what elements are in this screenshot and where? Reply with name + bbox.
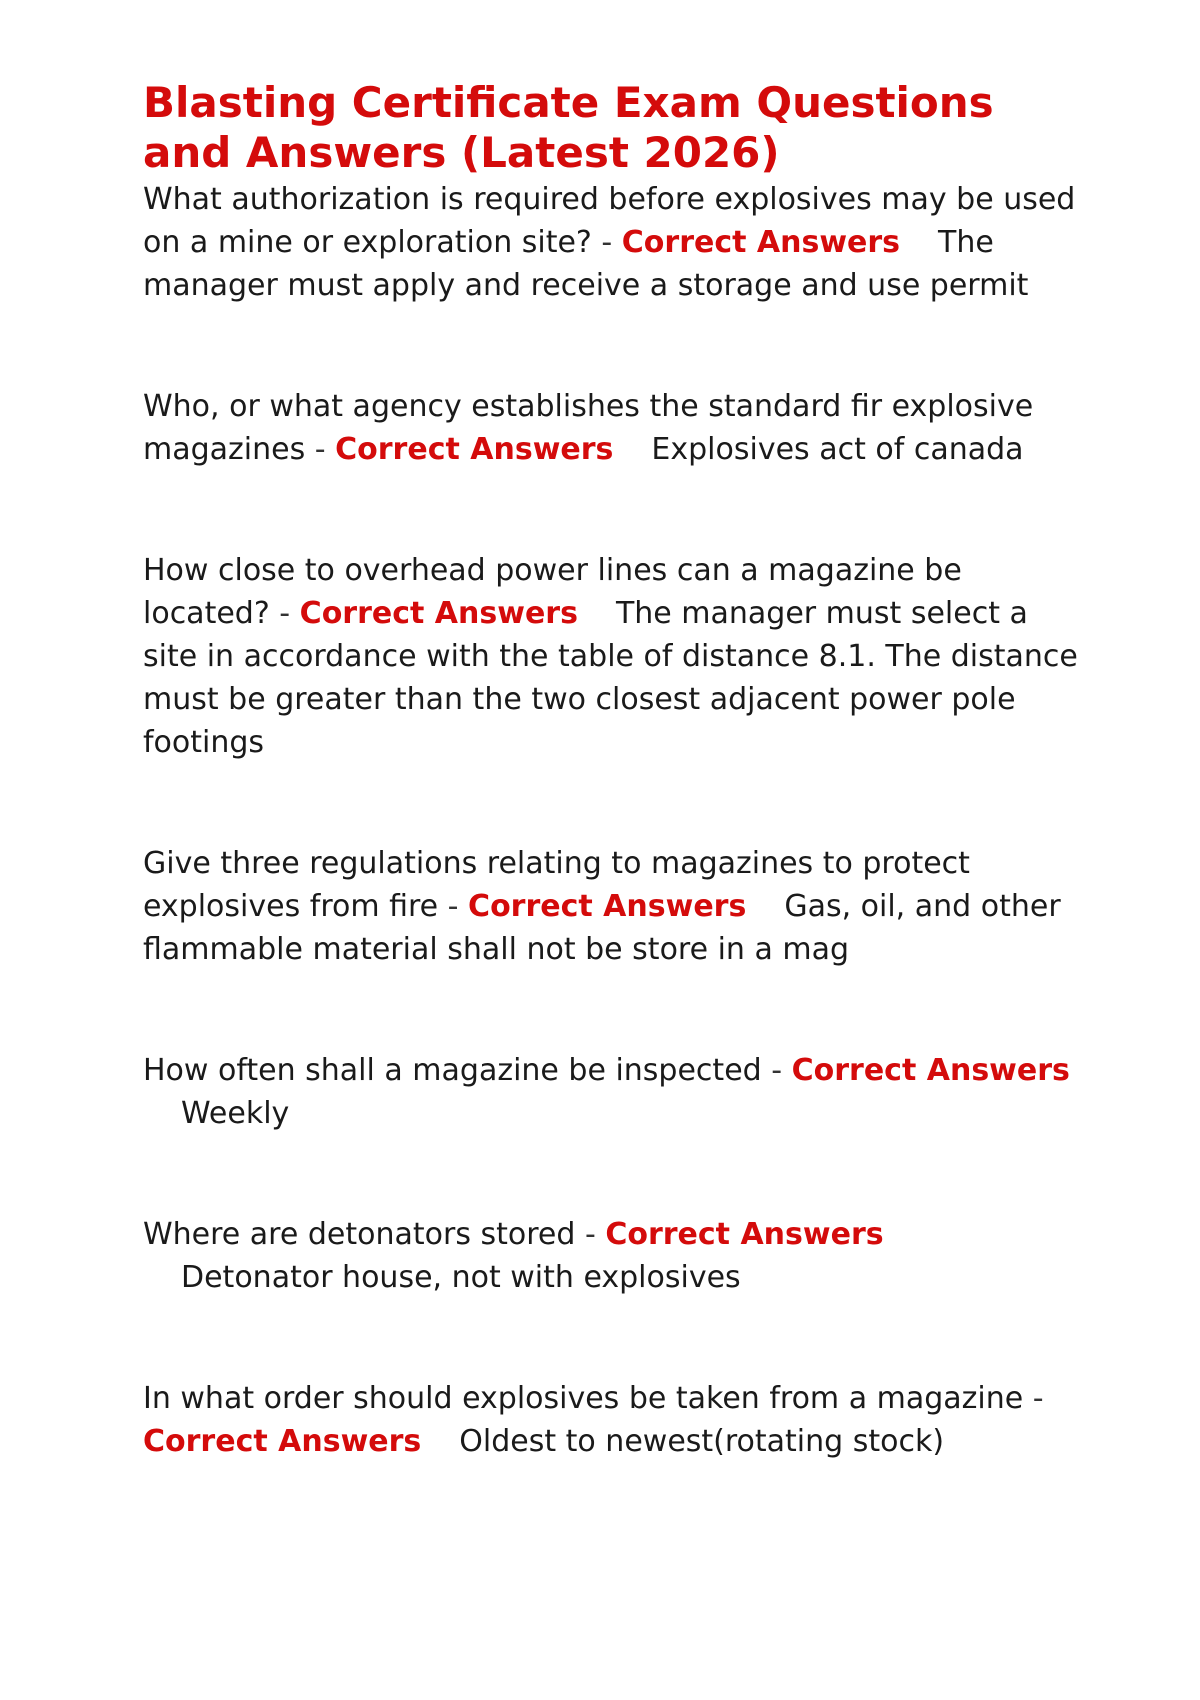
qa-item-4	[143, 842, 1083, 971]
separator: -	[269, 596, 300, 631]
qa-item-3	[143, 549, 1083, 764]
document-title: Blasting Certificate Exam Questions and Answers (Latest 2026)	[143, 78, 994, 177]
question-text: How close to overhead power lines can a magazine be located?	[143, 553, 962, 631]
document-page	[143, 78, 1083, 1463]
question-text: Give three regulations relating to magazines to protect explosives from fire	[143, 846, 970, 924]
answer-text: Detonator house, not with explosives	[181, 1260, 741, 1295]
separator: -	[761, 1053, 792, 1088]
separator: -	[591, 225, 622, 260]
separator: -	[1023, 1381, 1044, 1416]
answer-text: The manager must apply and receive a storage and use permit	[143, 225, 1029, 303]
question-text: Where are detonators stored	[143, 1217, 576, 1252]
question-text: How often shall a magazine be inspected	[143, 1053, 762, 1088]
answer-text: Explosives act of canada	[651, 432, 1024, 467]
separator: -	[305, 432, 336, 467]
qa-item-1	[143, 178, 1083, 307]
qa-item-2	[143, 385, 1083, 471]
qa-item-7	[143, 1377, 1083, 1463]
question-text: What authorization is required before explosives may be used on a mine or exploration site?	[143, 182, 1076, 260]
qa-item-5	[143, 1049, 1083, 1135]
answer-text: Gas, oil, and other flammable material shall not be store in a mag	[143, 889, 1061, 967]
correct-answers-label: Correct Answers	[605, 1217, 884, 1252]
correct-answers-label: Correct Answers	[143, 1424, 422, 1459]
answer-text: The manager must select a site in accordance with the table of distance 8.1. The distance must be greater than the two closest adjacent power pole footings	[143, 596, 1078, 760]
answer-text: Weekly	[181, 1096, 290, 1131]
correct-answers-label: Correct Answers	[335, 432, 614, 467]
separator: -	[575, 1217, 606, 1252]
correct-answers-label: Correct Answers	[791, 1053, 1070, 1088]
correct-answers-label: Correct Answers	[299, 596, 578, 631]
question-text: Who, or what agency establishes the standard fir explosive magazines	[143, 389, 1034, 467]
separator: -	[438, 889, 469, 924]
correct-answers-label: Correct Answers	[468, 889, 747, 924]
correct-answers-label: Correct Answers	[621, 225, 901, 260]
question-text: In what order should explosives be taken from a magazine	[143, 1381, 1024, 1416]
qa-item-6	[143, 1213, 1083, 1299]
answer-text: Oldest to newest(rotating stock)	[459, 1424, 945, 1459]
